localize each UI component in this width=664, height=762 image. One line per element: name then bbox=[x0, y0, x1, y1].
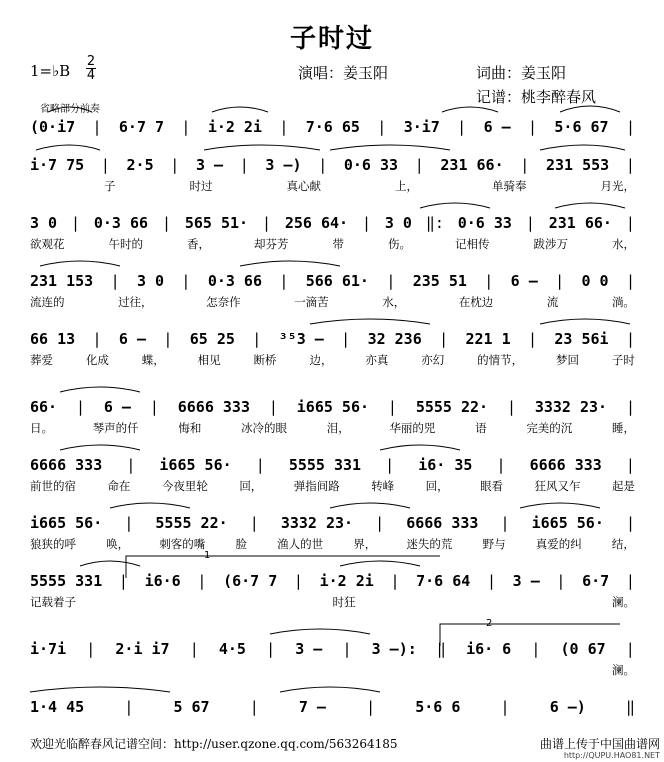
page-title: 子时过 bbox=[289, 24, 374, 54]
note-group: 221 1 bbox=[465, 330, 511, 348]
note-group: 0·3 66 bbox=[207, 272, 262, 290]
lyric-text: 亦幻 bbox=[421, 353, 445, 367]
bar-line: | bbox=[555, 272, 565, 290]
note-group: 6 – bbox=[118, 330, 146, 348]
lyric-text: 记载着子 bbox=[30, 595, 76, 609]
note-group: 231 153 bbox=[30, 272, 94, 290]
lyric-text: 狂风又乍 bbox=[534, 479, 581, 493]
bar-line: | bbox=[75, 398, 85, 416]
note-group: 3 – bbox=[195, 156, 224, 174]
lyric-text: 回， bbox=[239, 479, 263, 493]
bar-line: | bbox=[266, 640, 276, 658]
note-group: i·2 2i bbox=[207, 118, 262, 136]
note-group: 3·i7 bbox=[403, 118, 440, 136]
bar-line: | bbox=[625, 118, 635, 136]
bar-line: | bbox=[86, 640, 96, 658]
time-numerator: 2 bbox=[86, 54, 96, 69]
note-group: 66· bbox=[30, 398, 58, 416]
transcriber-credit: 记谱：桃李醉春风 bbox=[476, 88, 597, 106]
bar-line: | bbox=[387, 398, 397, 416]
bar-line: | bbox=[161, 214, 171, 232]
bar-line: | bbox=[625, 330, 635, 348]
bar-line: | bbox=[528, 330, 538, 348]
note-group: 6666 333 bbox=[30, 456, 103, 474]
singer-credit: 演唱：姜玉阳 bbox=[298, 64, 389, 82]
bar-line: | bbox=[124, 698, 134, 716]
bar-line: | bbox=[625, 272, 635, 290]
bar-line: | bbox=[625, 456, 635, 474]
volta-second-label: 2 bbox=[486, 618, 493, 629]
bar-line: | bbox=[528, 118, 538, 136]
lyric-text: 在枕边 bbox=[458, 295, 494, 309]
bar-line: | bbox=[163, 330, 173, 348]
note-group: i6·6 bbox=[144, 572, 181, 590]
time-denominator: 4 bbox=[86, 68, 96, 83]
note-group: 3 –) bbox=[265, 156, 302, 174]
bar-line: | bbox=[625, 214, 635, 232]
bar-line: | bbox=[255, 456, 265, 474]
lyric-text: 淌。 bbox=[611, 295, 635, 309]
note-group: (0 67 bbox=[560, 640, 606, 658]
lyric-text: 今夜里轮 bbox=[161, 479, 208, 493]
note-group: 6666 333 bbox=[406, 514, 479, 532]
bar-line: | bbox=[268, 398, 278, 416]
lyric-text: 时狂 bbox=[332, 595, 356, 609]
lyric-text: 带 bbox=[332, 237, 344, 251]
bar-line: | bbox=[110, 272, 120, 290]
note-group: i6· 6 bbox=[466, 640, 512, 658]
note-group: 5555 331 bbox=[288, 456, 362, 474]
note-group: 566 61· bbox=[305, 272, 369, 290]
lyric-text: 真爱的纠 bbox=[535, 537, 582, 551]
note-group: 5555 331 bbox=[30, 572, 103, 590]
lyric-text: 渔人的世 bbox=[277, 537, 324, 551]
lyric-text: 澜。 bbox=[612, 595, 635, 609]
bar-line: | bbox=[377, 118, 387, 136]
bar-line: | bbox=[531, 640, 541, 658]
bar-line: | bbox=[92, 118, 102, 136]
lyric-text: 前世的宿 bbox=[30, 479, 76, 493]
bar-line: | bbox=[239, 156, 249, 174]
bar-line: | bbox=[149, 398, 159, 416]
lyric-text: 结， bbox=[611, 537, 635, 551]
bar-line: | bbox=[70, 214, 80, 232]
note-group: 6666 333 bbox=[177, 398, 250, 416]
note-group: 5555 22· bbox=[415, 398, 489, 416]
lyric-text: 转峰 bbox=[371, 479, 395, 493]
lyric-text: 过往， bbox=[118, 295, 153, 309]
bar-line: | bbox=[625, 640, 635, 658]
bar-line: | bbox=[385, 456, 395, 474]
note-group: 7·6 64 bbox=[416, 572, 471, 590]
note-group: 3 0 bbox=[30, 214, 58, 232]
lyric-text: 野与 bbox=[482, 537, 506, 551]
bar-line: | bbox=[249, 698, 259, 716]
bar-line: | bbox=[496, 456, 506, 474]
note-group: i·2 2i bbox=[319, 572, 374, 590]
lyric-text: 起是 bbox=[611, 479, 635, 493]
lyric-text: 边， bbox=[309, 353, 333, 367]
lyric-text: 蝶， bbox=[141, 353, 165, 367]
note-group: 6666 333 bbox=[529, 456, 602, 474]
bar-line: | bbox=[556, 572, 566, 590]
note-group: 6 –) bbox=[549, 698, 586, 716]
lyric-text: 断桥 bbox=[253, 353, 277, 367]
note-group: 2·5 bbox=[126, 156, 154, 174]
bar-line: | bbox=[181, 118, 191, 136]
bar-line: ‖ bbox=[436, 640, 446, 658]
bar-line: ‖ bbox=[625, 698, 635, 716]
bar-line: | bbox=[249, 514, 259, 532]
lyric-text: 悔和 bbox=[178, 421, 202, 435]
bar-line: | bbox=[486, 572, 496, 590]
note-group: i·7i bbox=[30, 640, 67, 658]
bar-line: | bbox=[261, 214, 271, 232]
lyric-text: 界， bbox=[353, 537, 377, 551]
note-group: 3 –): bbox=[371, 640, 417, 658]
lyric-text: 流连的 bbox=[30, 295, 65, 309]
lyric-text: 刺客的嘴 bbox=[159, 537, 206, 551]
bar-line: | bbox=[390, 572, 400, 590]
note-group: 6 – bbox=[103, 398, 131, 416]
lyric-text: 子 bbox=[104, 179, 116, 193]
lyric-text: 亦真 bbox=[365, 353, 389, 367]
note-group: 256 64· bbox=[284, 214, 349, 232]
bar-line: | bbox=[506, 398, 516, 416]
footer-site-name: 曲谱上传于中国曲谱网 bbox=[539, 737, 660, 751]
note-group: 66 13 bbox=[30, 330, 76, 348]
lyric-text: 睡， bbox=[612, 421, 635, 435]
bar-line: | bbox=[525, 214, 535, 232]
note-group: 5·6 67 bbox=[554, 118, 609, 136]
note-group: 231 66· bbox=[440, 156, 504, 174]
lyric-text: 华丽的兕 bbox=[389, 421, 436, 435]
lyric-text: 时过 bbox=[189, 179, 213, 193]
bar-line: | bbox=[279, 118, 289, 136]
bar-line: | bbox=[414, 156, 424, 174]
note-group: 0 0 bbox=[581, 272, 609, 290]
note-group: 1·4 45 bbox=[30, 698, 85, 716]
bar-line: | bbox=[375, 514, 385, 532]
bar-line: | bbox=[361, 214, 371, 232]
note-group: 5 67 bbox=[173, 698, 210, 716]
lyric-text: 却芬芳 bbox=[254, 237, 289, 251]
volta-first-label: 1 bbox=[204, 550, 211, 561]
bar-line: | bbox=[126, 456, 136, 474]
note-group: 0·6 33 bbox=[457, 214, 512, 232]
note-group: i665 56· bbox=[296, 398, 370, 416]
note-group: i665 56· bbox=[531, 514, 604, 532]
lyric-text: 日。 bbox=[30, 421, 53, 435]
bar-line: | bbox=[189, 640, 199, 658]
key-signature: 1=♭B bbox=[30, 62, 71, 80]
note-group: 4·5 bbox=[218, 640, 246, 658]
lyric-text: 水， bbox=[612, 237, 635, 251]
note-group: i665 56· bbox=[159, 456, 232, 474]
bar-line: | bbox=[197, 572, 207, 590]
lyric-text: 迷失的荒 bbox=[406, 537, 453, 551]
note-group: 7·6 65 bbox=[305, 118, 360, 136]
bar-line: | bbox=[92, 330, 102, 348]
note-group: 3332 23· bbox=[534, 398, 608, 416]
note-group: 6·7 7 bbox=[118, 118, 165, 136]
lyric-text: 化成 bbox=[85, 353, 109, 367]
bar-line: | bbox=[500, 514, 510, 532]
footer-site-url[interactable]: http://QUPU.HAO81.NET bbox=[563, 751, 660, 760]
note-group: 7 – bbox=[298, 698, 326, 716]
bar-line: | bbox=[500, 698, 510, 716]
bar-line: | bbox=[279, 272, 289, 290]
bar-line: | bbox=[170, 156, 180, 174]
lyric-text: 上， bbox=[395, 179, 418, 193]
lyric-text: 一滴苦 bbox=[294, 295, 329, 309]
note-group: 3 0 bbox=[136, 272, 165, 290]
note-group: ³⁵3 – bbox=[278, 330, 324, 348]
bar-line: | bbox=[341, 330, 351, 348]
note-group: i·7 75 bbox=[30, 156, 85, 174]
note-group: 3 – bbox=[512, 572, 540, 590]
lyric-text: 回， bbox=[425, 479, 449, 493]
bar-line: | bbox=[625, 572, 635, 590]
lyric-text: 琴声的仟 bbox=[92, 421, 139, 435]
note-group: 6 – bbox=[483, 118, 511, 136]
note-group: 3 – bbox=[295, 640, 323, 658]
lyric-text: 真心献 bbox=[286, 179, 321, 193]
lyric-text: 相见 bbox=[197, 353, 221, 367]
bar-line: | bbox=[625, 514, 635, 532]
lyric-text: 葬爱 bbox=[30, 353, 53, 367]
note-group: i6· 35 bbox=[418, 456, 473, 474]
lyric-text: 欲观花 bbox=[30, 237, 65, 251]
lyric-text: 记相传 bbox=[455, 237, 490, 251]
note-group: (6·7 7 bbox=[223, 572, 278, 590]
lyric-text: 唤， bbox=[106, 537, 130, 551]
lyric-text: 眼看 bbox=[480, 479, 504, 493]
footer-site-credit bbox=[540, 738, 660, 762]
note-group: 231 553 bbox=[545, 156, 610, 174]
lyric-text: 梦回 bbox=[556, 353, 580, 367]
slurs bbox=[30, 106, 630, 692]
bar-line: | bbox=[293, 572, 303, 590]
note-group: 6 – bbox=[510, 272, 538, 290]
note-group: 23 56i bbox=[554, 330, 609, 348]
lyric-text: 狼狭的呼 bbox=[30, 537, 76, 551]
bar-line: | bbox=[366, 698, 376, 716]
lyric-text: 伤。 bbox=[388, 237, 411, 251]
footer-visit-link[interactable]: 欢迎光临醉春风记谱空间：http://user.qzone.qq.com/563264185 bbox=[30, 737, 398, 751]
note-group: 3332 23· bbox=[280, 514, 354, 532]
lyric-text: 午时的 bbox=[108, 237, 143, 251]
lyric-text: 澜。 bbox=[611, 663, 635, 677]
composer-credit: 词曲：姜玉阳 bbox=[476, 64, 567, 82]
bar-line: | bbox=[484, 272, 494, 290]
volta-brackets bbox=[126, 556, 620, 646]
bar-line: | bbox=[520, 156, 530, 174]
bar-line: | bbox=[124, 514, 134, 532]
note-group: i665 56· bbox=[30, 514, 103, 532]
bar-line: | bbox=[625, 398, 635, 416]
lyric-text: 单骑奉 bbox=[492, 179, 527, 193]
lyric-text: 流 bbox=[546, 295, 559, 309]
bar-line: | bbox=[439, 330, 449, 348]
lyric-text: 弹指间路 bbox=[293, 479, 340, 493]
note-group: 2·i i7 bbox=[115, 640, 170, 658]
bar-line: | bbox=[318, 156, 328, 174]
note-group: 5·6 6 bbox=[415, 698, 461, 716]
bar-line: | bbox=[252, 330, 262, 348]
lyric-text: 跋涉万 bbox=[533, 237, 568, 251]
note-group: 32 236 bbox=[367, 330, 422, 348]
lyric-text: 脸 bbox=[235, 537, 247, 551]
intro-note: 省略部分前奏 bbox=[40, 104, 100, 115]
lyric-text: 冰冷的眼 bbox=[241, 421, 288, 435]
lyric-text: 完美的沉 bbox=[526, 421, 573, 435]
bar-line: | bbox=[457, 118, 467, 136]
bar-line: | bbox=[100, 156, 110, 174]
note-group: 6·7 bbox=[582, 572, 610, 590]
note-group: 65 25 bbox=[189, 330, 235, 348]
lyric-text: 泪， bbox=[326, 421, 350, 435]
lyric-text: 命在 bbox=[107, 479, 131, 493]
note-group: 3 0 bbox=[384, 214, 412, 232]
note-group: 235 51 bbox=[412, 272, 467, 290]
bar-line: | bbox=[118, 572, 128, 590]
bar-line: ‖: bbox=[425, 214, 444, 232]
bar-line: | bbox=[386, 272, 396, 290]
note-group: 0·3 66 bbox=[93, 214, 149, 232]
note-group: (0·i7 bbox=[30, 118, 76, 136]
bar-line: | bbox=[625, 156, 635, 174]
note-group: 5555 22· bbox=[155, 514, 228, 532]
note-group: 0·6 33 bbox=[343, 156, 399, 174]
note-group: 231 66· bbox=[548, 214, 612, 232]
note-group: 565 51· bbox=[184, 214, 249, 232]
lyric-text: 月光， bbox=[600, 179, 635, 193]
lyric-text: 的情节， bbox=[477, 353, 524, 367]
lyric-text: 子时 bbox=[611, 353, 635, 367]
bar-line: | bbox=[181, 272, 191, 290]
lyric-text: 语 bbox=[475, 421, 487, 435]
bar-line: | bbox=[342, 640, 352, 658]
lyric-text: 怎奈作 bbox=[206, 295, 241, 309]
lyric-text: 香， bbox=[187, 237, 210, 251]
lyric-text: 水， bbox=[382, 295, 406, 309]
